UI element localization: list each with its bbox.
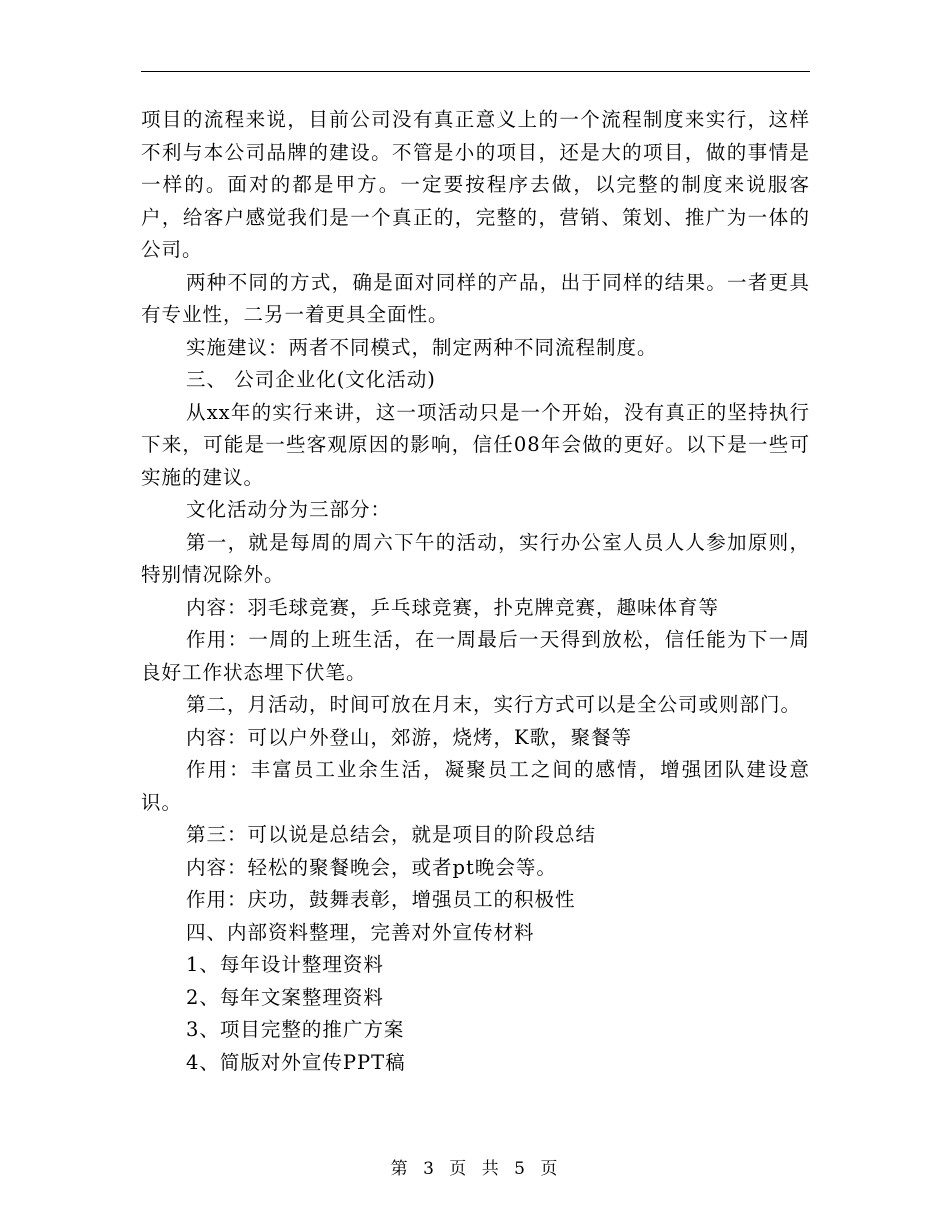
paragraph: 第三：可以说是总结会，就是项目的阶段总结: [186, 823, 597, 846]
paragraph: 作用：丰富员工业余生活，凝聚员工之间的感情，增强团队建设意识。: [141, 758, 810, 814]
paragraph: 第一，就是每周的周六下午的活动，实行办公室人员人人参加原则，特别情况除外。: [141, 530, 810, 586]
document-body: [141, 104, 810, 1079]
paragraph: 内容：羽毛球竞赛，乒乓球竞赛，扑克牌竞赛，趣味体育等: [186, 595, 720, 619]
paragraph: 第二，月活动，时间可放在月末，实行方式可以是全公司或则部门。: [186, 693, 802, 716]
footer-current-page: 3: [423, 1159, 436, 1179]
footer-total-word: 共: [481, 1159, 501, 1179]
paragraph: 三、 公司企业化(文化活动): [186, 368, 436, 391]
paragraph: 作用：庆功，鼓舞表彰，增强员工的积极性: [186, 888, 576, 911]
paragraph: 3、项目完整的推广方案: [186, 1018, 405, 1041]
footer-suffix: 页: [540, 1159, 560, 1179]
footer-page-word: 页: [449, 1159, 469, 1179]
paragraph: 两种不同的方式，确是面对同样的产品，出于同样的结果。一者更具有专业性，二另一着更具全面性。: [141, 270, 810, 326]
paragraph: 项目的流程来说，目前公司没有真正意义上的一个流程制度来实行，这样不利与本公司品牌的建设。不管是小的项目，还是大的项目，做的事情是一样的。面对的都是甲方。一定要按程序去做，以完整的制度来说服客户，给客户感觉我们是一个真正的，完整的，营销、策划、推广为一体的公司。: [141, 108, 810, 261]
page-footer: [0, 1154, 950, 1179]
footer-total-pages: 5: [514, 1159, 527, 1179]
paragraph: 作用：一周的上班生活，在一周最后一天得到放松，信任能为下一周良好工作状态埋下伏笔。: [141, 628, 810, 684]
footer-prefix: 第: [390, 1159, 410, 1179]
paragraph: 文化活动分为三部分：: [186, 498, 392, 521]
paragraph: 从xx年的实行来讲，这一项活动只是一个开始，没有真正的坚持执行下来，可能是一些客观原因的影响，信任08年会做的更好。以下是一些可实施的建议。: [141, 400, 810, 489]
paragraph: 内容：轻松的聚餐晚会，或者pt晚会等。: [186, 855, 557, 879]
paragraph: 四、内部资料整理，完善对外宣传材料: [186, 920, 535, 944]
header-rule: [141, 71, 810, 72]
paragraph: 1、每年设计整理资料: [186, 953, 384, 976]
paragraph: 内容：可以户外登山，郊游，烧烤，K歌，聚餐等: [186, 725, 633, 749]
paragraph: 4、简版对外宣传PPT稿: [186, 1050, 406, 1074]
paragraph: 实施建议：两者不同模式，制定两种不同流程制度。: [186, 335, 658, 359]
paragraph: 2、每年文案整理资料: [186, 985, 384, 1009]
